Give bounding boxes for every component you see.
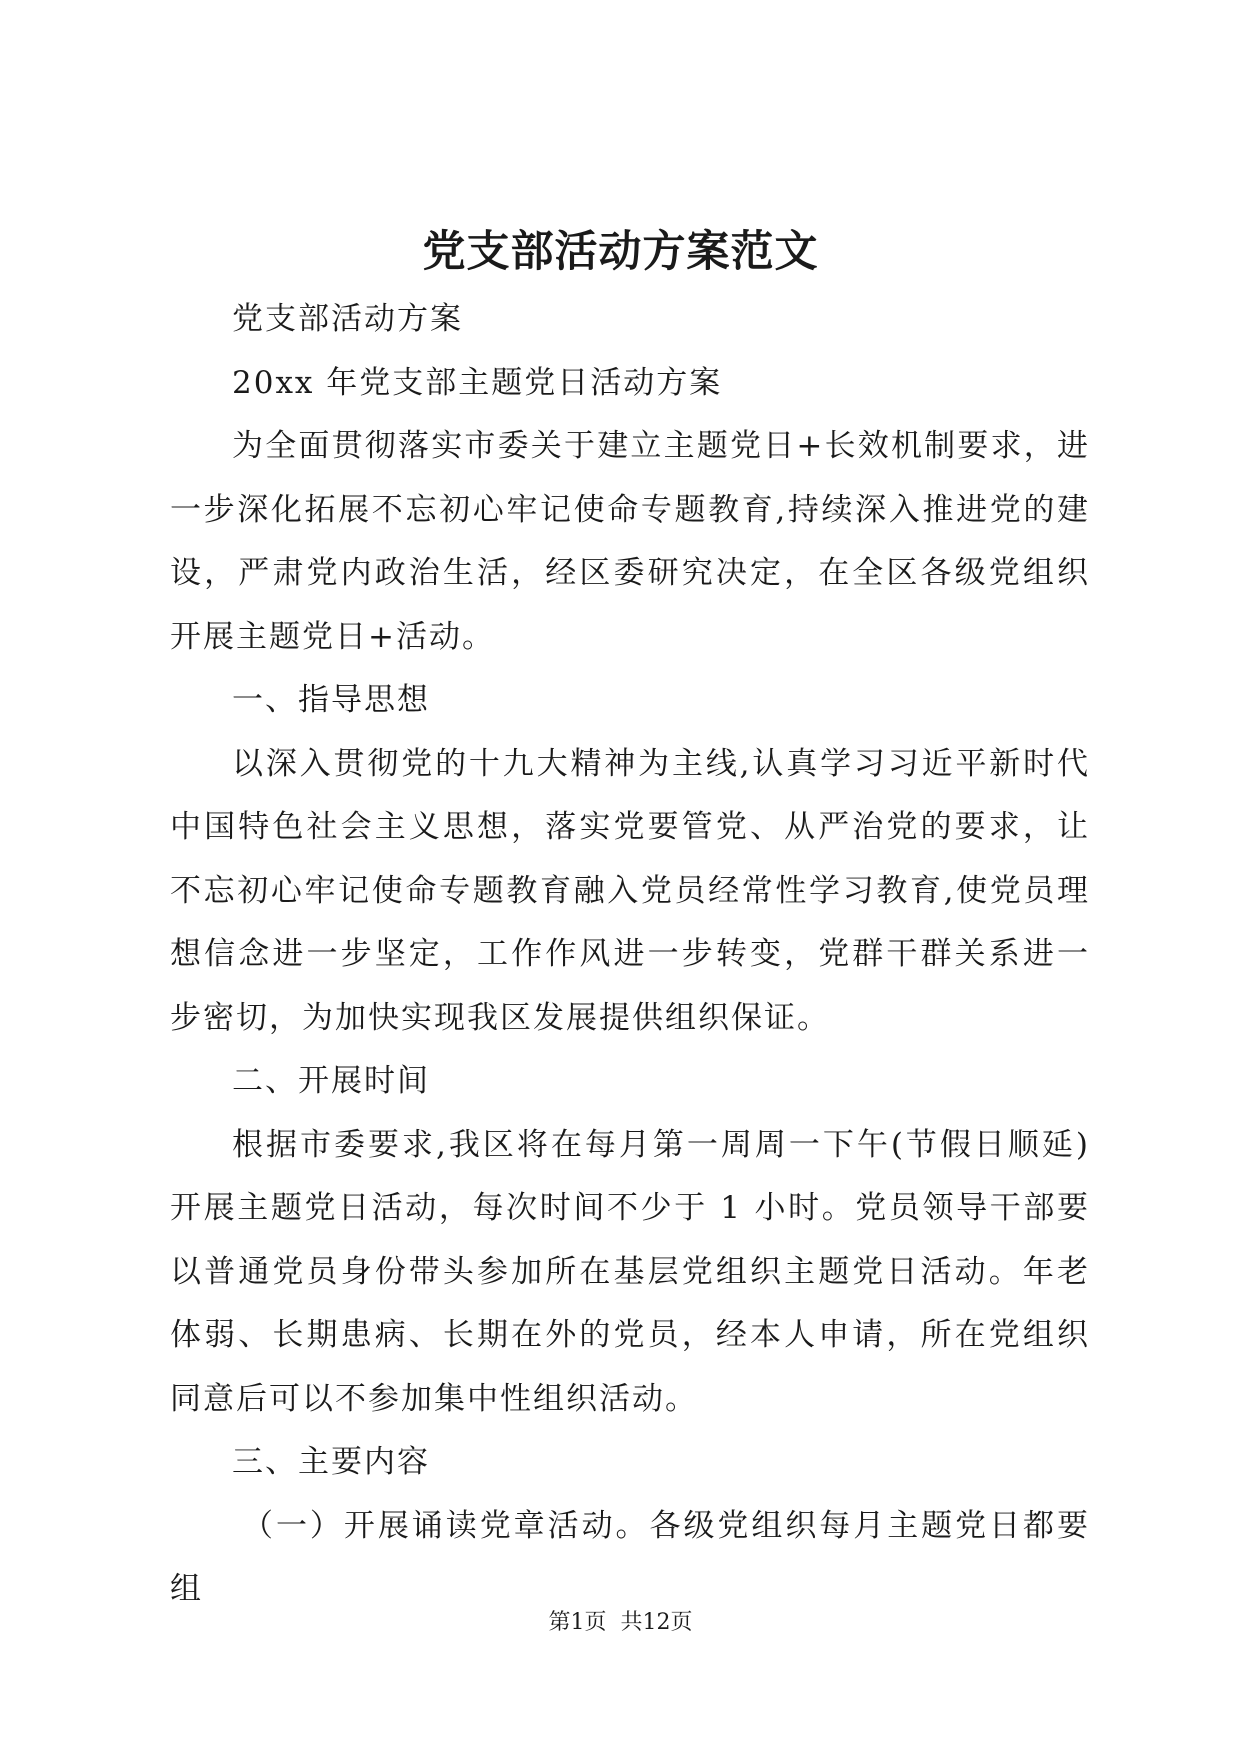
document-body — [170, 288, 1090, 1622]
intro-paragraph: 为全面贯彻落实市委关于建立主题党日+长效机制要求，进一步深化拓展不忘初心牢记使命专题教育,持续深入推进党的建设，严肃党内政治生活，经区委研究决定，在全区各级党组织开展主题党日+活动。 — [170, 428, 1090, 655]
footer-suffix: 页 — [670, 1610, 693, 1635]
content-item-paragraph: （一）开展诵读党章活动。各级党组织每月主题党日都要组 — [170, 1507, 1090, 1607]
footer-page-number: 1 — [570, 1610, 585, 1635]
footer-total-pages: 12 — [642, 1610, 671, 1635]
time-paragraph: 根据市委要求,我区将在每月第一周周一下午(节假日顺延)开展主题党日活动，每次时间不少于 1 小时。党员领导干部要以普通党员身份带头参加所在基层党组织主题党日活动。年老体弱、长期患病、长期在外的党员，经本人申请，所在党组织同意后可以不参加集中性组织活动。 — [170, 1126, 1090, 1417]
page-footer — [0, 1608, 1241, 1638]
footer-prefix: 第 — [548, 1610, 571, 1635]
section-heading-guiding-ideology: 一、指导思想 — [232, 682, 430, 718]
guiding-ideology-paragraph: 以深入贯彻党的十九大精神为主线,认真学习习近平新时代中国特色社会主义思想，落实党要管党、从严治党的要求，让不忘初心牢记使命专题教育融入党员经常性学习教育,使党员理想信念进一步坚定，工作作风进一步转变，党群干群关系进一步密切，为加快实现我区发展提供组织保证。 — [170, 745, 1090, 1036]
section-heading-content: 三、主要内容 — [232, 1444, 430, 1480]
footer-mid: 页 共 — [584, 1610, 643, 1635]
plan-title-paragraph: 20xx 年党支部主题党日活动方案 — [232, 364, 723, 401]
subtitle-paragraph: 党支部活动方案 — [232, 301, 463, 337]
document-title: 党支部活动方案范文 — [422, 227, 819, 277]
section-heading-time: 二、开展时间 — [232, 1063, 430, 1099]
